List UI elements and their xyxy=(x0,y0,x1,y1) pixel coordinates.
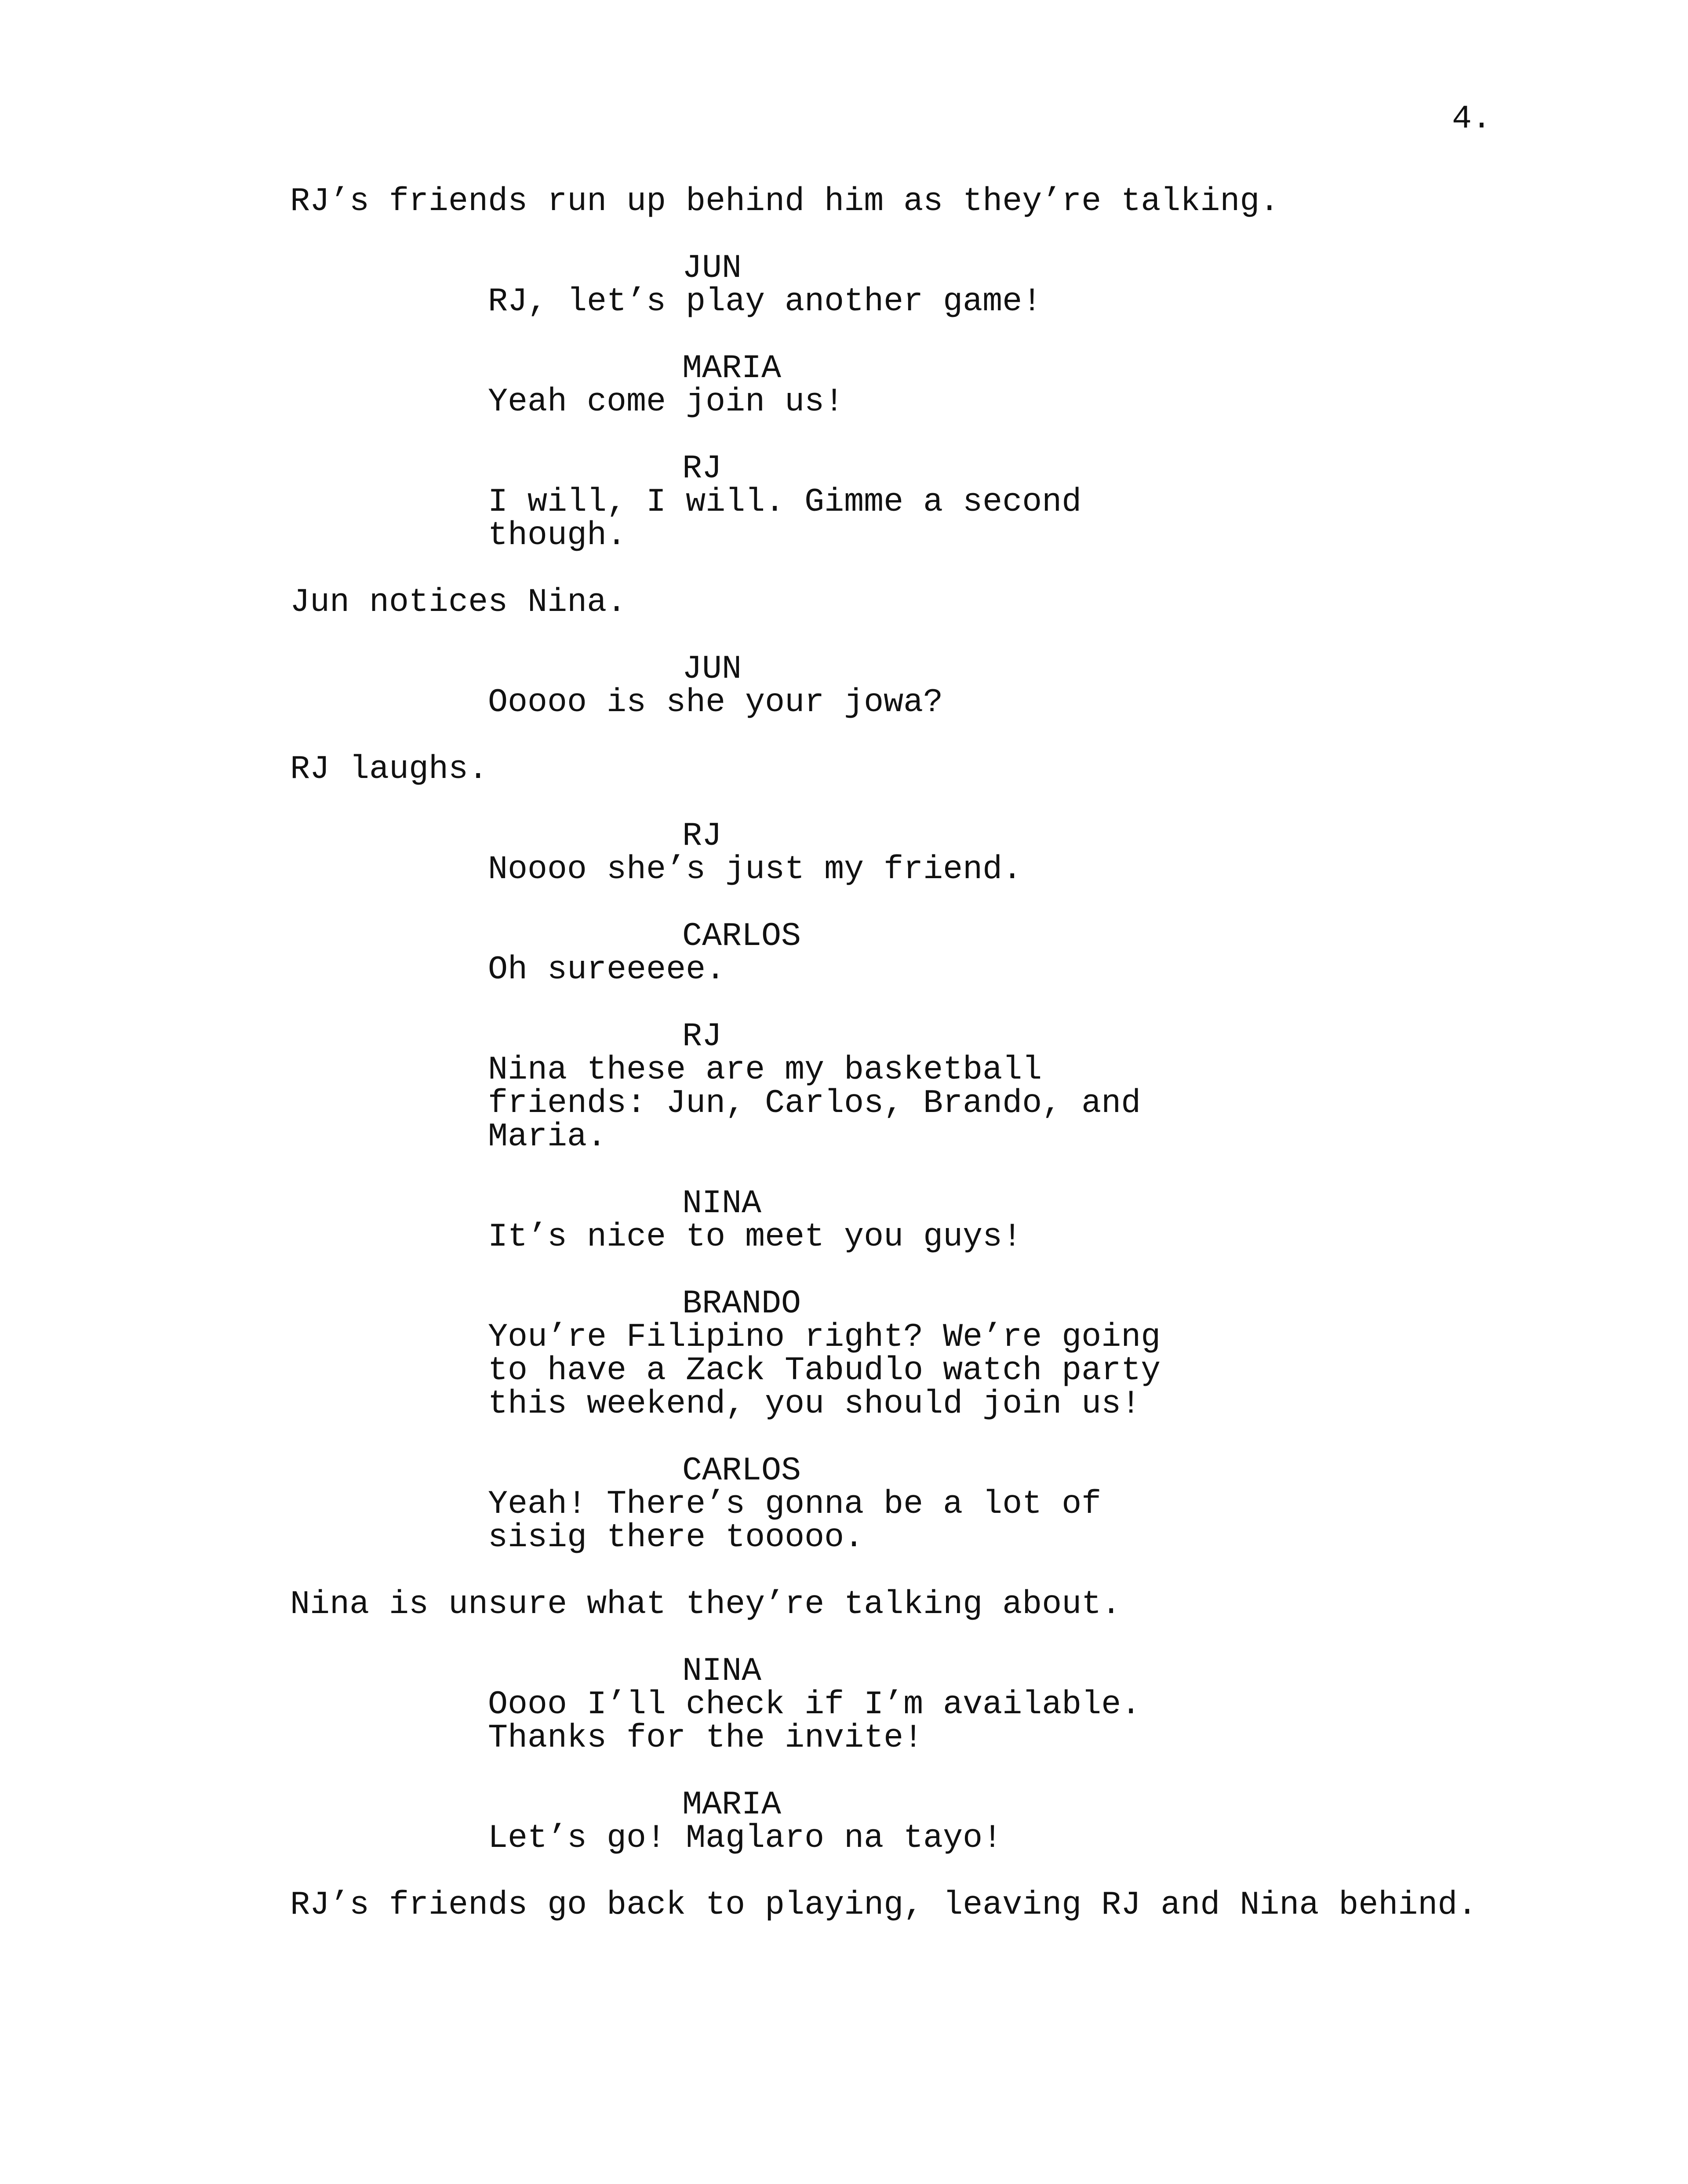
character-cue: NINA xyxy=(682,1185,762,1222)
character-cue: JUN xyxy=(682,650,742,688)
dialogue-line: sisig there tooooo. xyxy=(488,1519,864,1556)
action-line: RJ’s friends run up behind him as they’re talking. xyxy=(290,183,1280,220)
dialogue-line: You’re Filipino right? We’re going xyxy=(488,1319,1161,1356)
action-line: RJ laughs. xyxy=(290,751,488,788)
dialogue-line: Yeah come join us! xyxy=(488,383,844,421)
dialogue-line: It’s nice to meet you guys! xyxy=(488,1218,1022,1256)
action-line: Jun notices Nina. xyxy=(290,584,627,621)
action-line: Nina is unsure what they’re talking about. xyxy=(290,1586,1121,1623)
dialogue-line: Yeah! There’s gonna be a lot of xyxy=(488,1486,1102,1523)
action-line: RJ’s friends go back to playing, leaving RJ and Nina behind. xyxy=(290,1886,1477,1924)
character-cue: RJ xyxy=(682,450,722,487)
character-cue: CARLOS xyxy=(682,1452,801,1490)
character-cue: RJ xyxy=(682,818,722,855)
character-cue: JUN xyxy=(682,250,742,287)
dialogue-line: Maria. xyxy=(488,1118,607,1156)
character-cue: CARLOS xyxy=(682,918,801,955)
dialogue-line: I will, I will. Gimme a second xyxy=(488,483,1082,521)
dialogue-line: Nina these are my basketball xyxy=(488,1051,1042,1089)
page-number: 4. xyxy=(1452,100,1492,138)
dialogue-line: Oooo I’ll check if I’m available. xyxy=(488,1686,1141,1723)
character-cue: MARIA xyxy=(682,350,782,387)
dialogue-line: though. xyxy=(488,517,627,554)
dialogue-line: RJ, let’s play another game! xyxy=(488,283,1042,320)
dialogue-line: friends: Jun, Carlos, Brando, and xyxy=(488,1085,1141,1122)
character-cue: NINA xyxy=(682,1653,762,1690)
dialogue-line: Let’s go! Maglaro na tayo! xyxy=(488,1820,1003,1857)
dialogue-line: Noooo she’s just my friend. xyxy=(488,851,1022,888)
character-cue: MARIA xyxy=(682,1786,782,1824)
dialogue-line: Oh sureeeee. xyxy=(488,951,726,988)
character-cue: BRANDO xyxy=(682,1285,801,1323)
dialogue-line: this weekend, you should join us! xyxy=(488,1385,1141,1423)
dialogue-line: Thanks for the invite! xyxy=(488,1719,924,1757)
dialogue-line: to have a Zack Tabudlo watch party xyxy=(488,1352,1161,1389)
character-cue: RJ xyxy=(682,1018,722,1055)
dialogue-line: Ooooo is she your jowa? xyxy=(488,684,943,721)
